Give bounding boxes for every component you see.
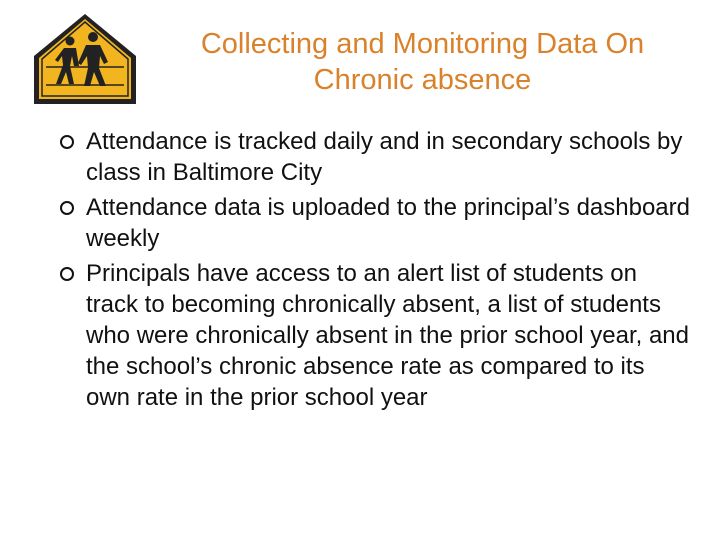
- slide-title-line-2: Chronic absence: [313, 64, 532, 96]
- circle-bullet-icon: [60, 135, 74, 149]
- circle-bullet-icon: [60, 201, 74, 215]
- bullet-list: [60, 126, 690, 417]
- bullet-item: [60, 126, 690, 188]
- school-crossing-sign-icon: [30, 10, 140, 108]
- bullet-text: Attendance data is uploaded to the principal’s dashboard weekly: [86, 194, 690, 252]
- slide-title-line-1: Collecting and Monitoring Data On: [200, 28, 645, 60]
- slide-title: [150, 26, 695, 98]
- bullet-text: Principals have access to an alert list of students on track to becoming chronically absent, a list of students who were chronically absent in the prior school year, and the school’s chronic absence rate as compared to its own rate in the prior school year: [86, 260, 689, 411]
- bullet-item: [60, 192, 690, 254]
- bullet-text: Attendance is tracked daily and in secondary schools by class in Baltimore City: [86, 128, 683, 186]
- circle-bullet-icon: [60, 267, 74, 281]
- bullet-item: [60, 258, 690, 413]
